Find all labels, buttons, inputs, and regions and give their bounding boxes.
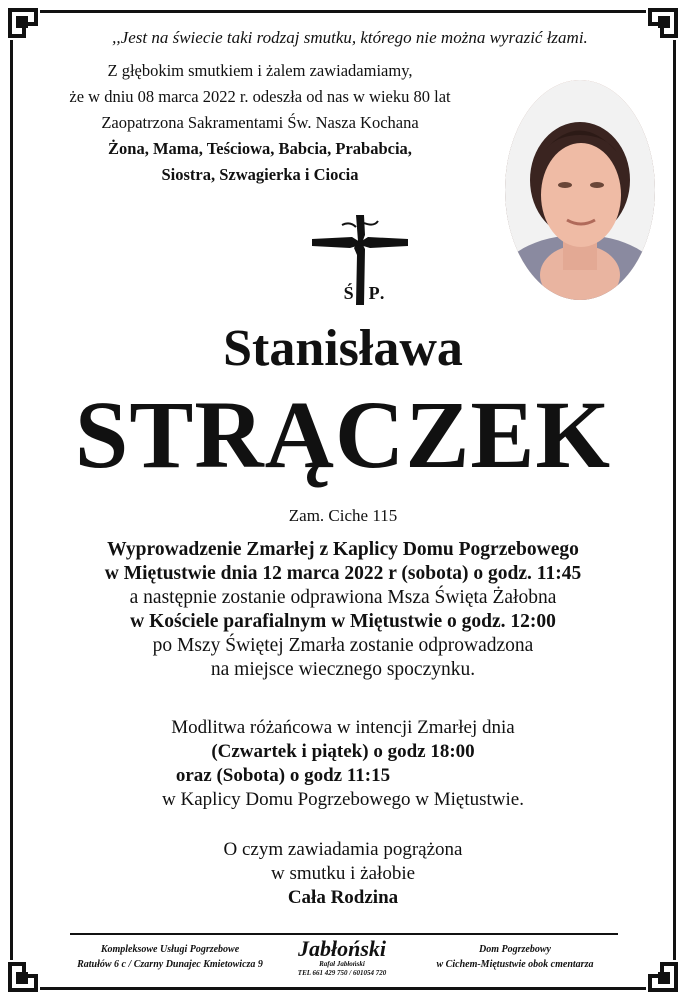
frame-top [40, 10, 646, 13]
sp-abbreviation: Ś. P. [343, 283, 387, 303]
funeral-home-logo [272, 938, 412, 978]
funeral-details [20, 538, 666, 682]
frame-bottom [40, 987, 646, 990]
intro-line-3: Zaopatrzona Sakramentami Św. Nasza Kochana [101, 113, 419, 132]
intro-line-1: Z głębokim smutkiem i żalem zawiadamiamy, [107, 61, 413, 80]
funeral-line-5: po Mszy Świętej Zmarła zostanie odprowadzona [152, 635, 534, 656]
logo-owner: Rafał Jabłoński [319, 960, 365, 968]
footer-left-info [70, 944, 270, 970]
funeral-line-1: Wyprowadzenie Zmarłej z Kaplicy Domu Pogrzebowego [107, 539, 579, 560]
logo-name: Jabłoński [297, 936, 387, 961]
funeral-line-4: w Kościele parafialnym w Miętustwie o godz. 12:00 [130, 611, 556, 632]
motto-quote: ,,Jest na świecie taki rodzaj smutku, którego nie można wyrazić łzami. [112, 28, 588, 47]
intro-line-5: Siostra, Szwagierka i Ciocia [161, 165, 359, 184]
corner-ornament-top-right [636, 6, 680, 50]
frame-left [10, 40, 13, 960]
footer-left-line-2: Ratułów 6 c / Czarny Dunajec Kmietowicza 9 [77, 959, 263, 970]
funeral-line-6: na miejsce wiecznego spoczynku. [210, 659, 476, 680]
intro-line-2: że w dniu 08 marca 2022 r. odeszła od nas w wieku 80 lat [69, 87, 451, 106]
funeral-line-2: w Miętustwie dnia 12 marca 2022 r (sobota) o godz. 11:45 [104, 563, 582, 584]
footer-divider [70, 933, 618, 935]
deceased-surname: STRĄCZEK [74, 381, 612, 488]
deceased-first-name: Stanisława [223, 320, 463, 377]
corner-ornament-top-left [6, 6, 50, 50]
footer-right-line-2: w Cichem-Miętustwie obok cmentarza [436, 959, 594, 970]
portrait-illustration [505, 80, 655, 300]
prayer-line-3: oraz (Sobota) o godz 11:15 [175, 765, 391, 786]
prayer-line-4: w Kaplicy Domu Pogrzebowego w Miętustwie. [162, 789, 524, 810]
prayer-details [20, 716, 666, 812]
closing-signature [20, 838, 666, 910]
prayer-line-1: Modlitwa różańcowa w intencji Zmarłej dnia [171, 717, 515, 738]
frame-right [673, 40, 676, 960]
corner-ornament-bottom-left [6, 950, 50, 994]
deceased-portrait-photo [505, 80, 655, 300]
prayer-line-2: (Czwartek i piątek) o godz 18:00 [211, 741, 475, 762]
funeral-line-3: a następnie zostanie odprawiona Msza Święta Żałobna [129, 587, 557, 608]
footer-right-info [410, 944, 620, 970]
corner-ornament-bottom-right [636, 950, 680, 994]
intro-line-4: Żona, Mama, Teściowa, Babcia, Prababcia, [108, 139, 412, 158]
residence-address: Zam. Ciche 115 [288, 506, 398, 525]
footer-left-line-1: Kompleksowe Usługi Pogrzebowe [100, 944, 240, 955]
closing-line-3: Cała Rodzina [287, 887, 399, 908]
logo-phone: TEL 661 429 750 / 601054 720 [297, 969, 387, 977]
closing-line-1: O czym zawiadamia pogrążona [223, 839, 463, 860]
footer-right-line-1: Dom Pogrzebowy [479, 944, 551, 955]
announcement-intro [50, 58, 470, 188]
closing-line-2: w smutku i żałobie [270, 863, 416, 884]
